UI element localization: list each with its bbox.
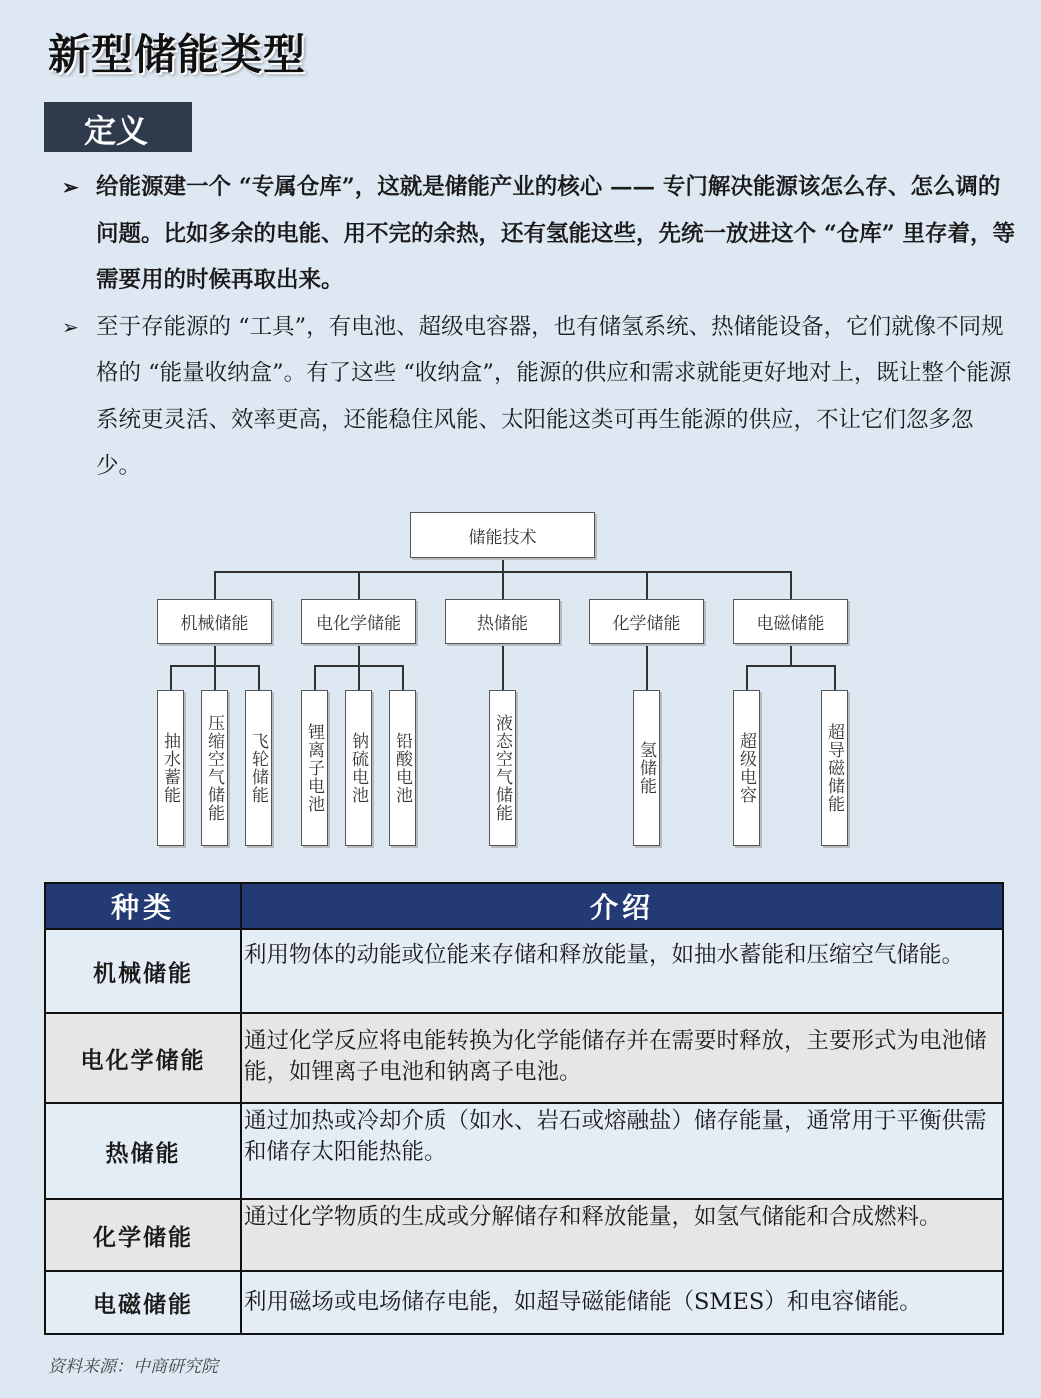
- arrow-icon: ➢: [62, 175, 79, 199]
- bullet-list: [60, 164, 1018, 490]
- bullet-text: 至于存能源的 “工具”，有电池、超级电容器，也有储氢系统、热储能设备，它们就像不同规格的 “能量收纳盒”。有了这些 “收纳盒”，能源的供应和需求就能更好地对上，既让整个能源系统更灵活、效率更高，还能稳住风能、太阳能这类可再生能源的供应，不让它们忽多忽少。: [96, 313, 1012, 479]
- cell-desc: 通过加热或冷却介质（如水、岩石或熔融盐）储存能量，通常用于平衡供需和储存太阳能热能。: [241, 1103, 1003, 1199]
- diagram-category: 热储能: [445, 599, 560, 644]
- cell-kind: 机械储能: [45, 929, 241, 1013]
- section-tag: 定义: [44, 102, 192, 152]
- diagram-category: 机械储能: [157, 599, 272, 644]
- source-note: 资料来源：中商研究院: [48, 1357, 218, 1377]
- diagram-leaf: 钠硫电池: [345, 690, 372, 846]
- cell-kind: 电磁储能: [45, 1271, 241, 1334]
- cell-kind: 化学储能: [45, 1199, 241, 1271]
- diagram-leaf: 超级电容: [733, 690, 760, 846]
- bullet-item: [60, 164, 1018, 304]
- diagram-leaf: 锂离子电池: [301, 690, 328, 846]
- cell-kind: 热储能: [45, 1103, 241, 1199]
- cell-desc: 通过化学物质的生成或分解储存和释放能量，如氢气储能和合成燃料。: [241, 1199, 1003, 1271]
- diagram-leaf: 压缩空气储能: [201, 690, 228, 846]
- cell-desc: 通过化学反应将电能转换为化学能储存并在需要时释放，主要形式为电池储能，如锂离子电池和钠离子电池。: [241, 1013, 1003, 1103]
- header-intro: 介绍: [241, 883, 1003, 929]
- table-row: [45, 1013, 1003, 1103]
- table-header-row: [45, 883, 1003, 929]
- diagram-leaf: 铅酸电池: [389, 690, 416, 846]
- diagram-leaf: 液态空气储能: [489, 690, 516, 846]
- diagram-category: 电化学储能: [301, 599, 416, 644]
- diagram-category: 化学储能: [589, 599, 704, 644]
- table-row: [45, 1199, 1003, 1271]
- bullet-text: 给能源建一个 “专属仓库”，这就是储能产业的核心 —— 专门解决能源该怎么存、怎么调的问题。比如多余的电能、用不完的余热，还有氢能这些，先统一放进这个 “仓库” 里存着，等需要用的时候再取出来。: [96, 174, 1016, 293]
- header-kind: 种类: [45, 883, 241, 929]
- diagram-leaf: 飞轮储能: [245, 690, 272, 846]
- diagram-category: 电磁储能: [733, 599, 848, 644]
- page-title: 新型储能类型: [48, 30, 307, 79]
- bullet-item: [60, 304, 1018, 490]
- cell-kind: 电化学储能: [45, 1013, 241, 1103]
- table-row: [45, 1271, 1003, 1334]
- table-row: [45, 929, 1003, 1013]
- diagram-root: 储能技术: [410, 512, 595, 558]
- diagram-leaf: 抽水蓄能: [157, 690, 184, 846]
- table-row: [45, 1103, 1003, 1199]
- cell-desc: 利用物体的动能或位能来存储和释放能量，如抽水蓄能和压缩空气储能。: [241, 929, 1003, 1013]
- diagram-leaf: 超导磁储能: [821, 690, 848, 846]
- arrow-icon: ➢: [62, 314, 79, 339]
- diagram-leaf: 氢储能: [633, 690, 660, 846]
- storage-types-table: [44, 882, 1004, 1335]
- cell-desc: 利用磁场或电场储存电能，如超导磁能储能（SMES）和电容储能。: [241, 1271, 1003, 1334]
